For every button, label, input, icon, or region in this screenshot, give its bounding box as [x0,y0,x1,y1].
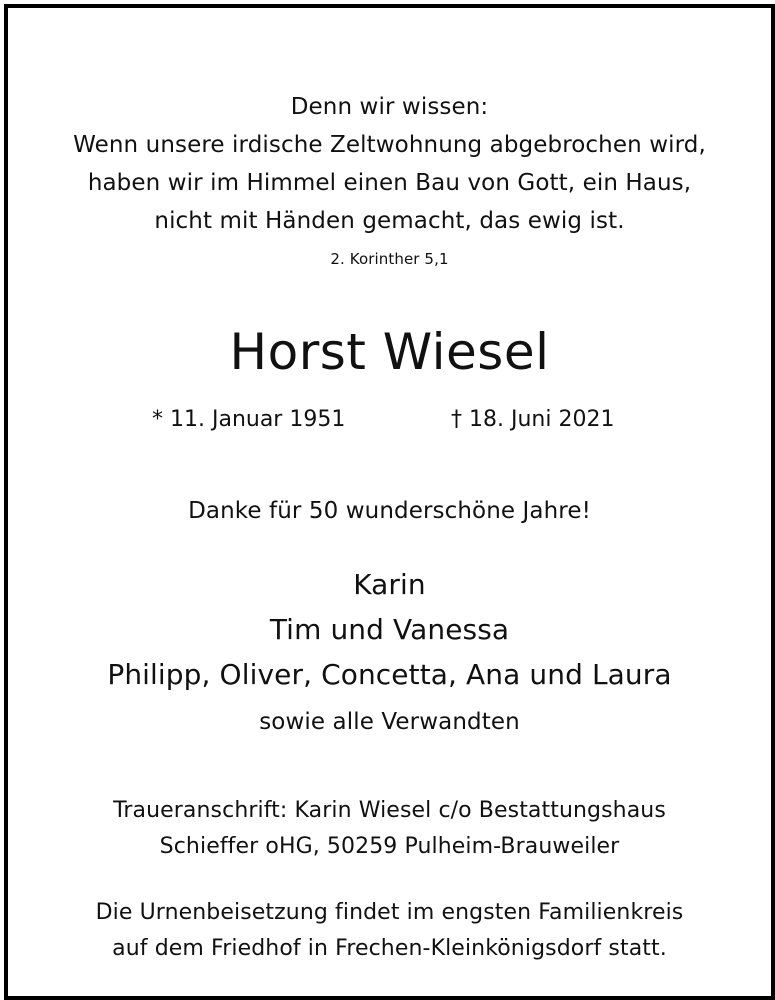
deceased-name: Horst Wiesel [229,323,550,381]
obituary-notice [4,4,775,1000]
burial-line: Die Urnenbeisetzung findet im engsten Familienkreis [95,900,684,925]
birth-date: * 11. Januar 1951 [152,407,346,432]
verse-line: haben wir im Himmel einen Bau von Gott, ein Haus, [87,170,692,196]
death-date: † 18. Juni 2021 [451,407,615,432]
mourner-line: Karin [353,568,426,601]
mourner-line: Philipp, Oliver, Concetta, Ana und Laura [107,658,672,691]
verse-reference: 2. Korinther 5,1 [330,250,449,268]
address-line: Traueranschrift: Karin Wiesel c/o Bestattungshaus [113,798,666,823]
verse-line: Denn wir wissen: [290,94,489,120]
thanks-line: Danke für 50 wunderschöne Jahre! [188,498,591,524]
relatives-line: sowie alle Verwandten [259,709,520,735]
verse-line: nicht mit Händen gemacht, das ewig ist. [154,208,625,234]
burial-line: auf dem Friedhof in Frechen-Kleinkönigsdorf statt. [112,936,667,961]
mourner-line: Tim und Vanessa [269,613,510,646]
address-line: Schieffer oHG, 50259 Pulheim-Brauweiler [159,834,620,859]
verse-line: Wenn unsere irdische Zeltwohnung abgebrochen wird, [73,132,706,158]
